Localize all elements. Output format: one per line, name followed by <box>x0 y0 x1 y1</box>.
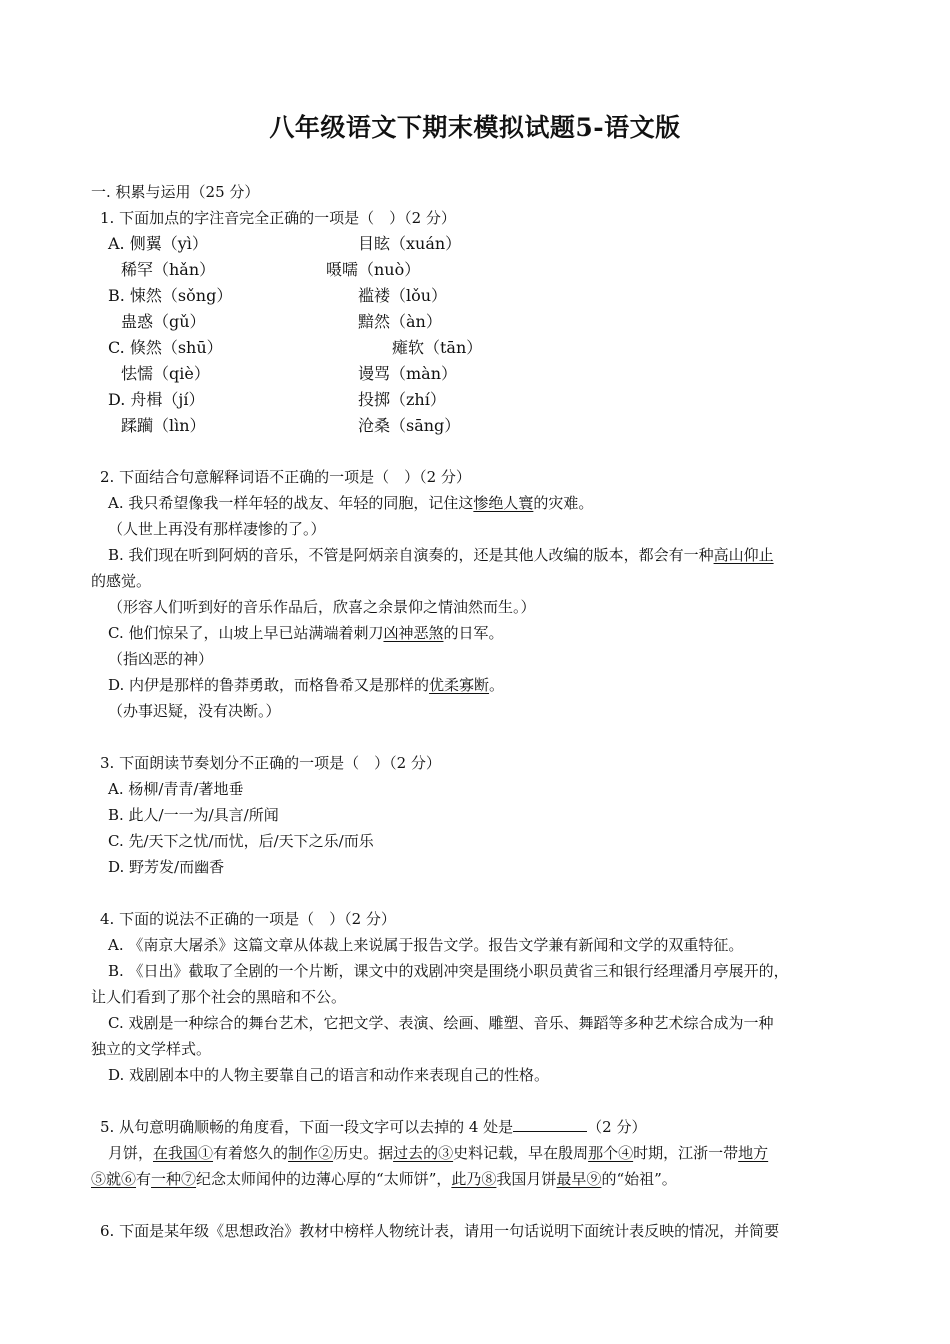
q1-option-d-1: D. 舟楫（jí） <box>108 390 205 409</box>
q4-option-c-cont: 独立的文学样式。 <box>91 1040 212 1058</box>
q1-option-a-3: 稀罕（hǎn） <box>121 260 216 279</box>
q1-option-a-1: A. 侧翼（yì） <box>108 234 208 253</box>
q5-text: 史料记载，早在殷周 <box>453 1144 589 1162</box>
q5-marked-phrase: 在我国① <box>153 1144 214 1162</box>
page-title: 八年级语文下期末模拟试题5-语文版 <box>269 113 681 142</box>
question-6-stem: 6. 下面是某年级《思想政治》教材中榜样人物统计表，请用一句话说明下面统计表反映的情况，并简要 <box>100 1222 780 1240</box>
q5-marked-phrase: ⑤就⑥ <box>91 1170 137 1188</box>
q1-option-c-2: 瘫软（tān） <box>392 338 483 357</box>
q1-option-d-2: 投掷（zhí） <box>358 390 446 409</box>
q5-stem-score: （2 分） <box>587 1118 647 1136</box>
section-heading: 一. 积累与运用（25 分） <box>91 183 260 201</box>
q4-option-b-cont: 让人们看到了那个社会的黑暗和不公。 <box>91 988 347 1006</box>
q2-option-a <box>108 493 593 513</box>
question-2-stem: 2. 下面结合句意解释词语不正确的一项是（ ）（2 分） <box>100 468 471 486</box>
q3-option-c: C. 先/天下之忧/而忧，后/天下之乐/而乐 <box>108 832 374 850</box>
q1-option-a-4: 嗫嚅（nuò） <box>326 260 421 279</box>
q1-option-b-3: 蛊惑（gǔ） <box>121 312 206 331</box>
answer-blank[interactable] <box>513 1117 587 1132</box>
q4-option-d: D. 戏剧剧本中的人物主要靠自己的语言和动作来表现自己的性格。 <box>108 1066 550 1084</box>
q2-option-d <box>108 675 504 695</box>
q2-c-text: C. 他们惊呆了，山坡上早已站满端着刺刀 <box>108 624 384 642</box>
q1-option-c-1: C. 倏然（shū） <box>108 338 223 357</box>
q2-d-text-end: 。 <box>489 676 505 694</box>
q1-option-b-1: B. 悚然（sǒng） <box>108 286 233 305</box>
q1-option-b-4: 黯然（àn） <box>358 312 442 331</box>
q5-text: 的“始祖”。 <box>601 1170 677 1188</box>
question-1-stem: 1. 下面加点的字注音完全正确的一项是（ ）（2 分） <box>100 209 456 227</box>
q4-option-a: A. 《南京大屠杀》这篇文章从体裁上来说属于报告文学。报告文学兼有新闻和文学的双重特征。 <box>108 936 744 954</box>
q1-option-d-4: 沧桑（sāng） <box>358 416 461 435</box>
q5-passage-line-2 <box>91 1169 677 1189</box>
q2-c-text-end: 的日军。 <box>443 624 504 642</box>
q2-option-d-note: （办事迟疑，没有决断。） <box>108 702 281 720</box>
q1-option-c-4: 谩骂（màn） <box>358 364 458 383</box>
q5-marked-phrase: 那个④ <box>588 1144 634 1162</box>
q2-d-term: 优柔寡断 <box>429 676 490 694</box>
q5-marked-phrase: 地方 <box>738 1144 769 1162</box>
q5-marked-phrase: 过去的③ <box>393 1144 454 1162</box>
question-5-stem <box>100 1117 646 1137</box>
q1-option-a-2: 目眩（xuán） <box>358 234 462 253</box>
q5-text: 月饼， <box>108 1144 154 1162</box>
q1-option-d-3: 蹂躏（lìn） <box>121 416 206 435</box>
q2-b-text: B. 我们现在听到阿炳的音乐，不管是阿炳亲自演奏的，还是其他人改编的版本，都会有一种 <box>108 546 714 564</box>
q5-text: 我国月饼 <box>496 1170 557 1188</box>
q2-d-text: D. 内伊是那样的鲁莽勇敢，而格鲁希又是那样的 <box>108 676 430 694</box>
q3-option-b: B. 此人/一一为/具言/所闻 <box>108 806 279 824</box>
q2-option-a-note: （人世上再没有那样凄惨的了。） <box>108 520 326 538</box>
q2-option-b-cont: 的感觉。 <box>91 572 152 590</box>
q5-text: 有 <box>136 1170 152 1188</box>
q5-marked-phrase: 最早⑨ <box>556 1170 602 1188</box>
q3-option-d: D. 野芳发/而幽香 <box>108 858 225 876</box>
q2-b-term: 高山仰止 <box>713 546 774 564</box>
q2-option-b-note: （形容人们听到好的音乐作品后，欣喜之余景仰之情油然而生。） <box>108 598 536 616</box>
q5-text: 时期，江浙一带 <box>633 1144 739 1162</box>
q2-a-term: 惨绝人寰 <box>473 494 534 512</box>
q5-text: 历史。据 <box>333 1144 394 1162</box>
q4-option-c: C. 戏剧是一种综合的舞台艺术，它把文学、表演、绘画、雕塑、音乐、舞蹈等多种艺术综合成为一种 <box>108 1014 774 1032</box>
q5-passage-line-1 <box>108 1143 768 1163</box>
question-3-stem: 3. 下面朗读节奏划分不正确的一项是（ ）（2 分） <box>100 754 441 772</box>
q5-marked-phrase: 此乃⑧ <box>451 1170 497 1188</box>
q2-option-b <box>108 545 774 565</box>
q4-option-b: B. 《日出》截取了全剧的一个片断，课文中的戏剧冲突是围绕小职员黄省三和银行经理潘月亭展开的， <box>108 962 789 980</box>
q5-stem-text: 5. 从句意明确顺畅的角度看，下面一段文字可以去掉的 4 处是 <box>100 1118 514 1136</box>
q2-option-c-note: （指凶恶的神） <box>108 650 214 668</box>
q1-option-b-2: 褴褛（lǒu） <box>358 286 448 305</box>
q5-marked-phrase: 制作② <box>288 1144 334 1162</box>
q5-text: 纪念太师闻仲的边薄心厚的“太师饼”， <box>196 1170 452 1188</box>
q2-a-text-end: 的灾难。 <box>533 494 594 512</box>
q2-a-text: A. 我只希望像我一样年轻的战友、年轻的同胞，记住这 <box>108 494 474 512</box>
q5-marked-phrase: 一种⑦ <box>151 1170 197 1188</box>
q2-c-term: 凶神恶煞 <box>383 624 444 642</box>
question-4-stem: 4. 下面的说法不正确的一项是（ ）（2 分） <box>100 910 396 928</box>
q3-option-a: A. 杨柳/青青/著地垂 <box>108 780 244 798</box>
q2-option-c <box>108 623 504 643</box>
q5-text: 有着悠久的 <box>213 1144 289 1162</box>
q1-option-c-3: 怯懦（qiè） <box>121 364 210 383</box>
